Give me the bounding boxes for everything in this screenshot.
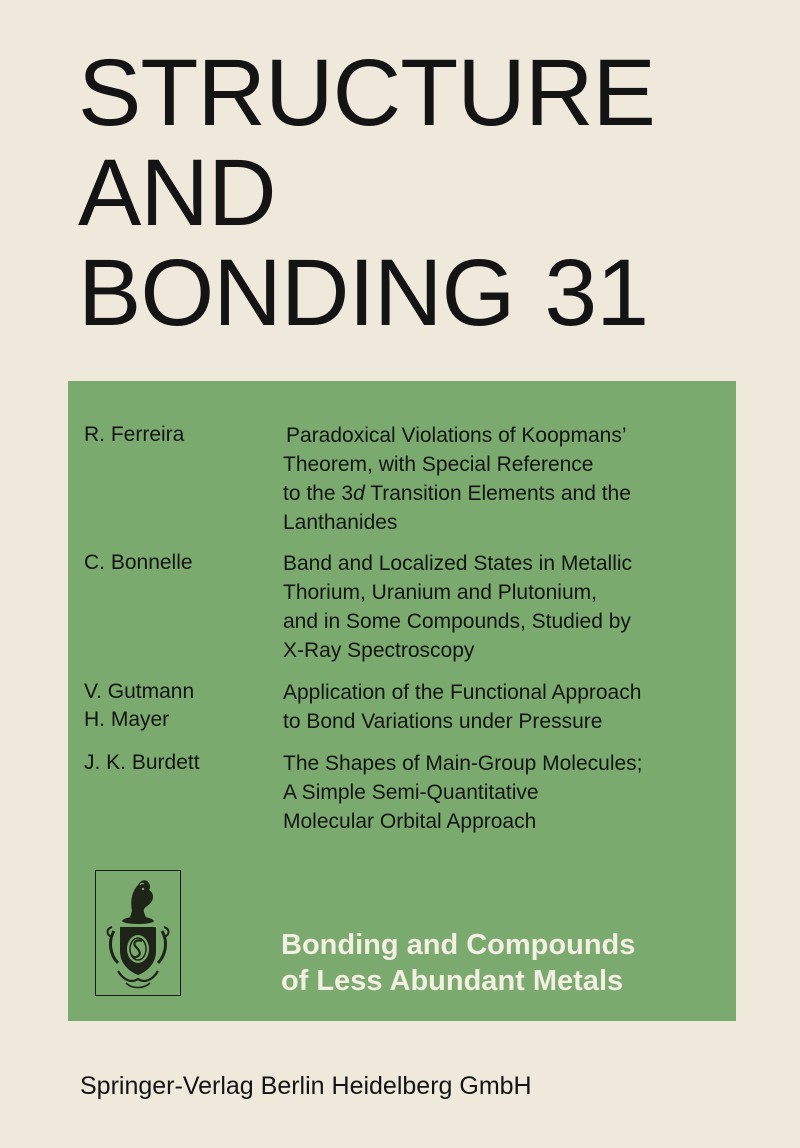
- series-title-line-1: [78, 40, 655, 146]
- author-name: J. K. Burdett: [84, 751, 200, 774]
- publisher-imprint: Springer-Verlag Berlin Heidelberg GmbH: [80, 1072, 532, 1100]
- author-name: C. Bonnelle: [84, 551, 193, 574]
- contents-panel: [68, 381, 736, 1021]
- series-title-word-structure: STRUCTURE: [78, 40, 655, 146]
- entry-title-line: Molecular Orbital Approach: [283, 810, 537, 833]
- entry-authors: [84, 549, 193, 577]
- entry-title-line: Band and Localized States in Metallic: [283, 552, 633, 575]
- entry-title: [283, 421, 731, 537]
- entry-title-line: X-Ray Spectroscopy: [283, 639, 475, 662]
- volume-subtitle: [281, 927, 635, 999]
- entry-title-line: The Shapes of Main-Group Molecules;: [283, 752, 643, 775]
- entry-title-line: to Bond Variations under Pressure: [283, 710, 603, 733]
- entry-authors: [84, 678, 194, 734]
- entry-title-line: Paradoxical Violations of Koopmans’: [286, 424, 627, 447]
- entry-authors: [84, 421, 184, 449]
- entry-title: [283, 749, 728, 836]
- entry-title-line: to the 3d Transition Elements and the: [283, 482, 631, 505]
- series-title-word-and: AND: [78, 140, 276, 246]
- volume-subtitle-line: of Less Abundant Metals: [281, 965, 624, 997]
- entry-title: [283, 549, 728, 665]
- entry-title-line: Theorem, with Special Reference: [283, 453, 594, 476]
- series-title-word-bonding: BONDING: [78, 240, 515, 346]
- entry-title: [283, 678, 728, 736]
- entry-title-line: Lanthanides: [283, 511, 398, 534]
- entry-title-line: Thorium, Uranium and Plutonium,: [283, 581, 597, 604]
- author-name: V. Gutmann: [84, 680, 195, 703]
- series-title-line-3: [78, 240, 649, 346]
- logo-drawing: [96, 871, 180, 995]
- series-title-line-2: [78, 140, 276, 246]
- volume-number: 31: [544, 240, 649, 346]
- volume-subtitle-line: Bonding and Compounds: [281, 929, 636, 961]
- author-name: R. Ferreira: [84, 423, 185, 446]
- entry-title-line: A Simple Semi-Quantitative: [283, 781, 539, 804]
- springer-knight-logo-icon: [95, 870, 181, 996]
- entry-title-line: Application of the Functional Approach: [283, 681, 642, 704]
- entry-authors: [84, 749, 200, 777]
- entry-title-line: and in Some Compounds, Studied by: [283, 610, 631, 633]
- author-name: H. Mayer: [84, 708, 170, 731]
